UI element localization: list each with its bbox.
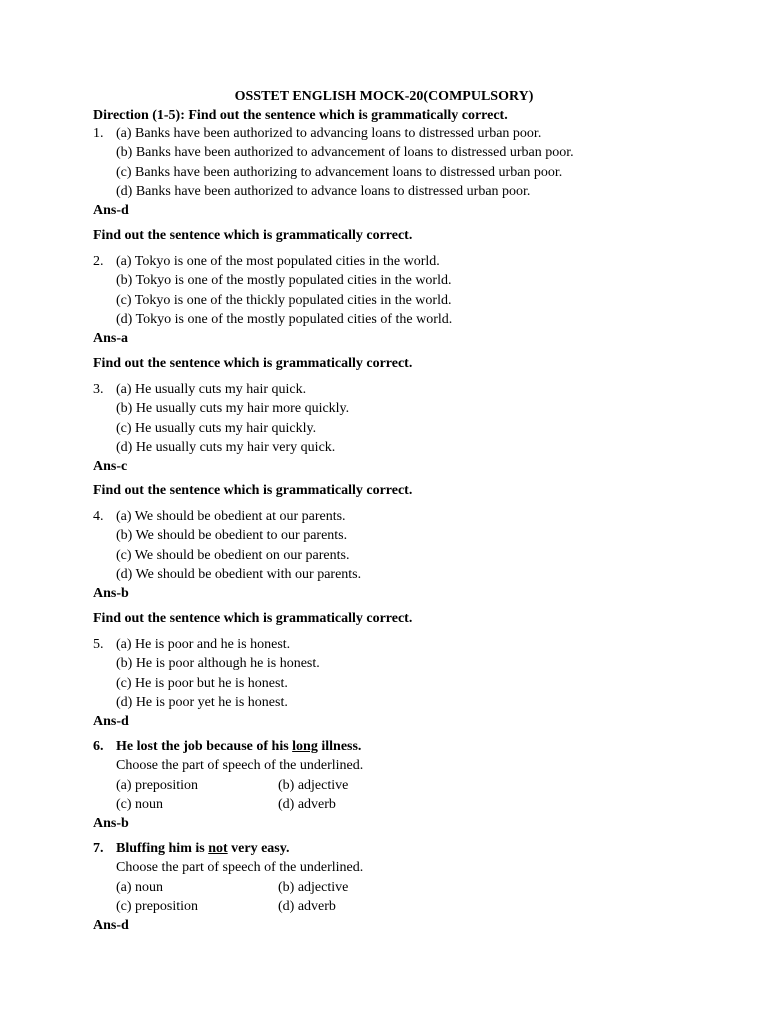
option-c: (c) He usually cuts my hair quickly. [116,420,317,436]
question-2 [93,252,733,348]
question-number: 3. [93,382,104,397]
question-5 [93,635,733,731]
question-3 [93,380,733,476]
option-a: (a) Tokyo is one of the most populated cities in the world. [116,254,440,269]
question-number: 1. [93,126,104,141]
option-a: (a) He is poor and he is honest. [116,637,291,652]
stem-after: very easy. [227,841,290,856]
question-number: 2. [93,254,104,269]
option-c: (c) noun [116,796,164,812]
instruction-text: Find out the sentence which is grammatically correct. [93,356,413,371]
option-d: (d) We should be obedient with our parents. [116,566,362,582]
question-1 [93,124,733,220]
question-stem [116,839,289,858]
direction-text: Direction (1-5): Find out the sentence which is grammatically correct. [93,108,508,123]
answer: Ans-c [93,459,128,475]
answer: Ans-a [93,331,129,347]
option-a: (a) Banks have been authorized to advancing loans to distressed urban poor. [116,126,542,141]
option-a: (a) He usually cuts my hair quick. [116,382,307,397]
option-d: (d) adverb [278,898,336,914]
stem-before: Bluffing him is [116,841,209,856]
option-b: (b) We should be obedient to our parents. [116,528,348,544]
question-number: 7. [93,841,104,856]
question-number: 4. [93,509,104,524]
question-prompt: Choose the part of speech of the underlined. [116,758,364,774]
option-b: (b) adjective [278,777,349,793]
instruction-text: Find out the sentence which is grammatically correct. [93,228,413,243]
question-number: 5. [93,637,104,652]
answer: Ans-b [93,816,129,832]
option-c: (c) Tokyo is one of the thickly populated cities in the world. [116,292,452,308]
question-number: 6. [93,739,104,754]
option-c: (c) Banks have been authorizing to advancement loans to distressed urban poor. [116,164,563,180]
option-c: (c) preposition [116,898,199,914]
question-stem [116,737,361,756]
answer: Ans-b [93,586,129,602]
option-a: (a) noun [116,879,164,895]
option-c: (c) He is poor but he is honest. [116,675,288,691]
option-d: (d) He usually cuts my hair very quick. [116,439,336,455]
stem-underlined-word: not [208,841,228,856]
option-c: (c) We should be obedient on our parents. [116,547,350,563]
question-prompt: Choose the part of speech of the underlined. [116,860,364,876]
option-d: (d) He is poor yet he is honest. [116,694,288,710]
page-title: OSSTET ENGLISH MOCK-20(COMPULSORY) [234,89,534,104]
question-7 [93,839,733,935]
option-d: (d) Tokyo is one of the mostly populated cities of the world. [116,311,453,327]
question-6 [93,737,733,833]
answer: Ans-d [93,918,129,934]
option-b: (b) He usually cuts my hair more quickly. [116,401,350,417]
option-d: (d) adverb [278,796,336,812]
option-b: (b) He is poor although he is honest. [116,656,320,672]
instruction-text: Find out the sentence which is grammatically correct. [93,611,413,626]
option-a: (a) We should be obedient at our parents. [116,509,346,524]
option-b: (b) adjective [278,879,349,895]
question-4 [93,507,733,603]
stem-underlined-word: long [292,739,318,754]
instruction-text: Find out the sentence which is grammatically correct. [93,483,413,498]
stem-before: He lost the job because of his [116,739,293,754]
option-b: (b) Banks have been authorized to advancement of loans to distressed urban poor. [116,145,574,161]
answer: Ans-d [93,714,129,730]
stem-after: illness. [317,739,362,754]
answer: Ans-d [93,203,129,219]
option-b: (b) Tokyo is one of the mostly populated cities in the world. [116,273,452,289]
option-d: (d) Banks have been authorized to advance loans to distressed urban poor. [116,183,531,199]
option-a: (a) preposition [116,777,199,793]
